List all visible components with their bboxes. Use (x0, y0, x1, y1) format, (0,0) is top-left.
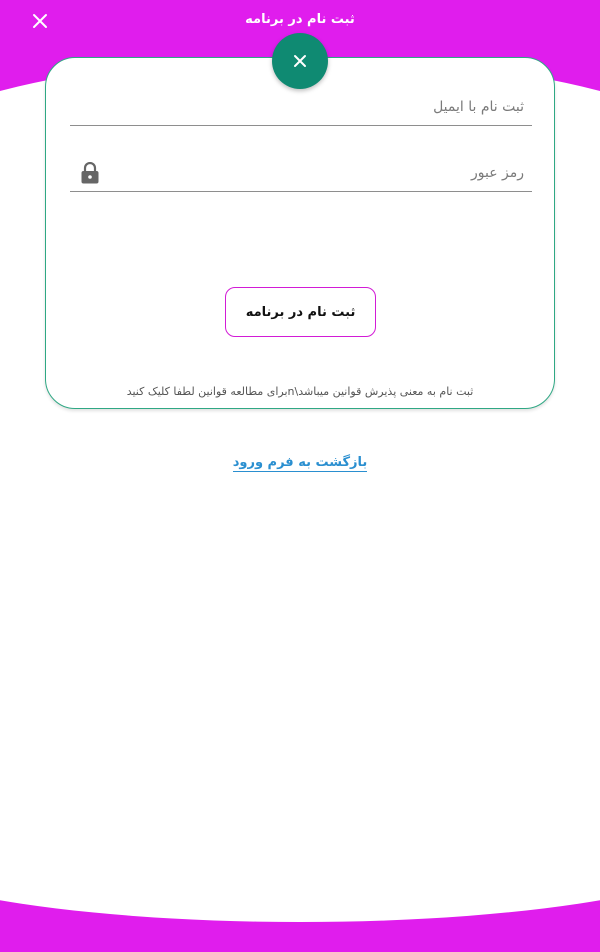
bottom-curve (0, 760, 600, 922)
email-field[interactable] (70, 90, 532, 124)
close-icon (292, 53, 308, 69)
page-title: ثبت نام در برنامه (245, 12, 355, 27)
back-link-container (0, 451, 600, 470)
signup-card (45, 57, 555, 409)
back-to-login-link[interactable]: بازگشت به فرم ورود (232, 455, 368, 470)
lock-icon (80, 162, 100, 184)
terms-link[interactable]: ثبت نام به معنی پذیرش قوانین میباشد\nبرای مطالعه قوانین لطفا کلیک کنید (126, 385, 474, 398)
close-fab-button[interactable] (272, 33, 328, 89)
password-field-container (70, 156, 532, 192)
email-field-container (70, 90, 532, 126)
password-field[interactable] (70, 156, 532, 190)
signup-button[interactable]: ثبت نام در برنامه (225, 287, 376, 337)
